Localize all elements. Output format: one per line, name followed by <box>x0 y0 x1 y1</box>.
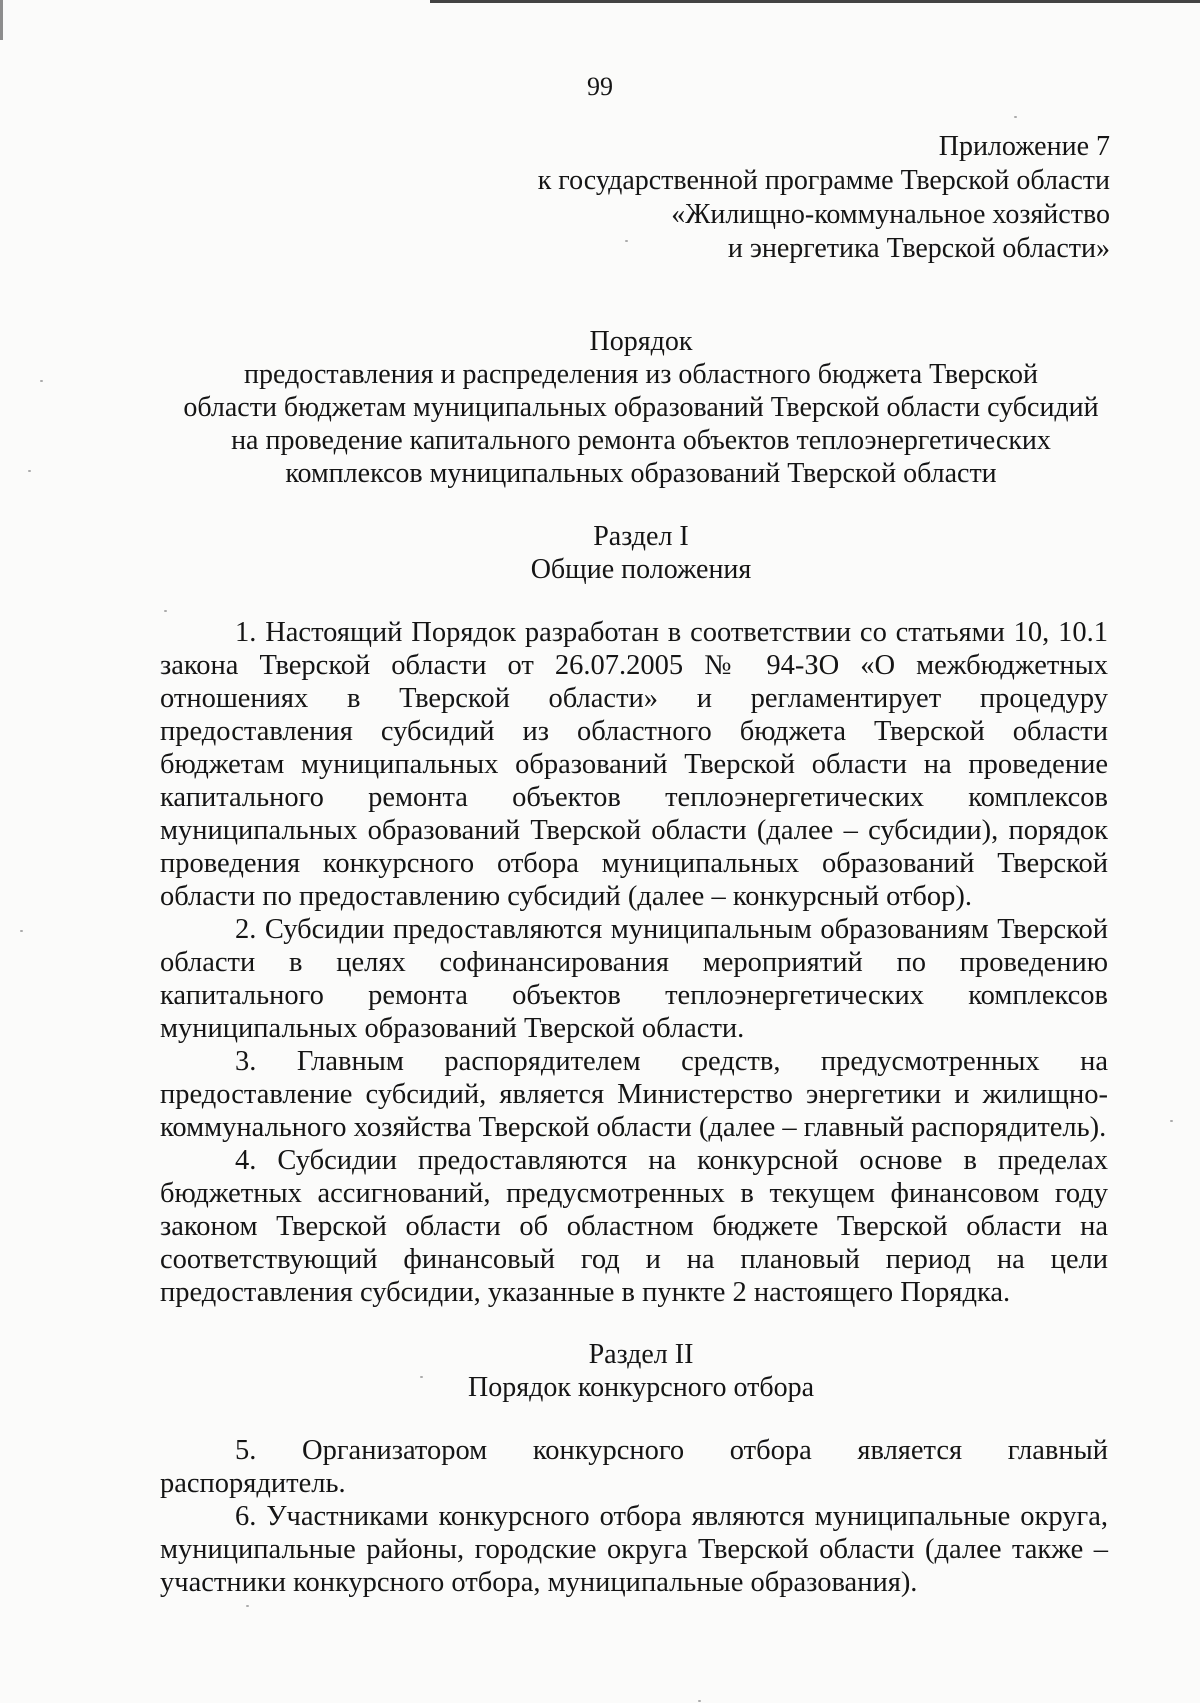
page-number: 99 <box>587 72 613 101</box>
section-1-heading <box>160 520 1122 586</box>
scan-speck <box>1014 116 1017 118</box>
section-1-label: Раздел I <box>593 521 689 552</box>
scan-speck <box>20 930 23 932</box>
section-2-title: Порядок конкурсного отбора <box>467 1372 815 1403</box>
scan-speck <box>698 1700 701 1702</box>
paragraph-5: 5. Организатором конкурсного отбора является главный распорядитель. <box>160 1435 1108 1499</box>
scan-speck <box>1170 1120 1173 1122</box>
paragraph-2: 2. Субсидии предоставляются муниципальным образованиям Тверской области в целях софинансирования мероприятий по проведению капитального ремонта объектов теплоэнергетических комплексов муниципальных образований Тверской области. <box>160 914 1108 1044</box>
appendix-line-2: к государственной программе Тверской области <box>537 165 1110 196</box>
appendix-line-4: и энергетика Тверской области» <box>727 233 1110 264</box>
section-1-title: Общие положения <box>530 554 752 585</box>
section-2-heading <box>160 1338 1122 1404</box>
scan-speck <box>420 1376 423 1378</box>
appendix-block <box>538 130 1110 266</box>
title-line-1: предоставления и распределения из областного бюджета Тверской <box>244 359 1038 390</box>
scan-speck <box>40 380 43 382</box>
paragraph-3: 3. Главным распорядителем средств, предусмотренных на предоставление субсидий, является Министерство энергетики и жилищно-коммунального хозяйства Тверской области (далее – главный распорядитель). <box>160 1046 1108 1143</box>
section-2-body <box>160 1434 1108 1599</box>
section-1-body <box>160 616 1108 1309</box>
paragraph-6: 6. Участниками конкурсного отбора являются муниципальные округа, муниципальные районы, городские округа Тверской области (далее также – участники конкурсного отбора, муниципальные образования). <box>160 1501 1108 1598</box>
scan-speck <box>246 1605 249 1607</box>
paragraph-4: 4. Субсидии предоставляются на конкурсной основе в пределах бюджетных ассигнований, предусмотренных в текущем финансовом году законом Тверской области об областном бюджете Тверской области на соответствующий финансовый год и на плановый период на цели предоставления субсидии, указанные в пункте 2 настоящего Порядка. <box>160 1145 1108 1308</box>
scan-speck <box>625 240 628 242</box>
paragraph-1: 1. Настоящий Порядок разработан в соответствии со статьями 10, 10.1 закона Тверской области от 26.07.2005 № 94-ЗО «О межбюджетных отношениях в Тверской области» и регламентирует процедуру предоставления субсидий из областного бюджета Тверской области бюджетам муниципальных образований Тверской области на проведение капитального ремонта объектов теплоэнергетических комплексов муниципальных образований Тверской области (далее – субсидии), порядок проведения конкурсного отбора муниципальных образований Тверской области по предоставлению субсидий (далее – конкурсный отбор). <box>160 617 1108 912</box>
appendix-line-3: «Жилищно-коммунальное хозяйство <box>671 199 1110 230</box>
scan-edge-top <box>430 0 1200 3</box>
section-2-label: Раздел II <box>588 1339 694 1370</box>
scan-speck <box>28 470 31 472</box>
document-title <box>160 325 1122 490</box>
title-line-4: комплексов муниципальных образований Тверской области <box>285 458 997 489</box>
title-line-3: на проведение капитального ремонта объектов теплоэнергетических <box>231 425 1051 456</box>
scan-speck <box>164 610 167 612</box>
title-heading: Порядок <box>589 326 693 357</box>
title-line-2: области бюджетам муниципальных образований Тверской области субсидий <box>183 392 1099 423</box>
scan-edge-left <box>0 0 3 40</box>
appendix-line-1: Приложение 7 <box>938 131 1110 162</box>
